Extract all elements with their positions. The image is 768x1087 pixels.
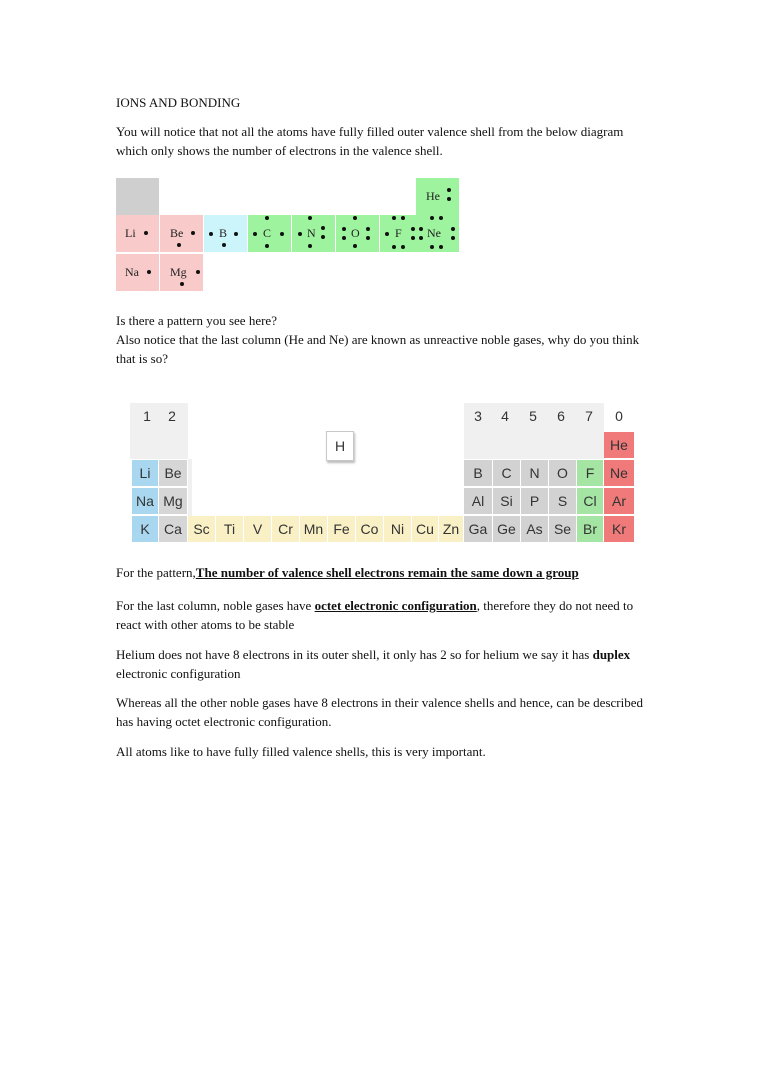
- lewis-cell-na: [116, 254, 159, 291]
- noble-gas-question: Also notice that the last column (He and Ne) are known as unreactive noble gases, why do you think that is so?: [116, 332, 640, 366]
- electron-dot: [401, 245, 405, 249]
- element-se: Se: [549, 516, 576, 542]
- element-symbol: C: [263, 226, 272, 240]
- element-symbol: Ne: [427, 226, 441, 240]
- electron-dot: [342, 227, 346, 231]
- element-symbol: B: [219, 226, 228, 240]
- element-symbol: He: [426, 189, 440, 203]
- element-ge: Ge: [493, 516, 520, 542]
- electron-dot: [177, 243, 181, 247]
- electron-dot: [411, 227, 415, 231]
- electron-dot: [308, 216, 312, 220]
- pattern-question-line: Is there a pattern you see here?: [116, 313, 277, 328]
- lewis-cell-b: [204, 215, 247, 252]
- element-ga: Ga: [464, 516, 492, 542]
- group-number: 1: [143, 408, 151, 424]
- electron-dot: [430, 216, 434, 220]
- electron-dot: [353, 216, 357, 220]
- electron-dot: [147, 270, 151, 274]
- periodic-table: [130, 403, 638, 546]
- element-mn: Mn: [300, 516, 327, 542]
- pattern-question: [116, 311, 646, 368]
- element-li: Li: [132, 460, 158, 486]
- element-b: B: [464, 460, 492, 486]
- electron-dot: [447, 197, 451, 201]
- helium-highlight: duplex: [592, 647, 631, 662]
- electron-dot: [321, 226, 325, 230]
- pattern-answer-prefix: For the pattern,: [116, 565, 196, 580]
- element-na: Na: [132, 488, 158, 514]
- lewis-cell-mg: [160, 254, 203, 291]
- element-cu: Cu: [412, 516, 438, 542]
- valence-electron-diagram: [116, 178, 462, 294]
- helium-paragraph: [116, 645, 646, 683]
- closing-paragraph: All atoms like to have fully filled valence shells, this is very important.: [116, 744, 486, 759]
- helium-text: Helium does not have 8 electrons in its outer shell, it only has 2 so for helium we say it has: [116, 647, 593, 662]
- electron-dot: [180, 282, 184, 286]
- pattern-answer-highlight: The number of valence shell electrons remain the same down a group: [195, 565, 579, 580]
- group-number: 4: [501, 408, 509, 424]
- electron-dot: [253, 232, 257, 236]
- electron-dot: [385, 232, 389, 236]
- electron-dot: [234, 232, 238, 236]
- element-al: Al: [464, 488, 492, 514]
- element-si: Si: [493, 488, 520, 514]
- electron-dot: [392, 216, 396, 220]
- lewis-cell-o: [336, 215, 379, 252]
- group-number: 3: [474, 408, 482, 424]
- element-he: He: [604, 432, 634, 458]
- electron-dot: [321, 235, 325, 239]
- element-ar: Ar: [604, 488, 634, 514]
- helium-suffix: electronic configuration: [116, 666, 241, 681]
- element-symbol: Li: [125, 226, 136, 240]
- element-symbol: N: [307, 226, 316, 240]
- element-cl: Cl: [577, 488, 603, 514]
- electron-dot: [419, 227, 423, 231]
- element-symbol: F: [395, 226, 402, 240]
- electron-dot: [439, 245, 443, 249]
- element-symbol: O: [351, 226, 360, 240]
- electron-dot: [342, 236, 346, 240]
- electron-dot: [439, 216, 443, 220]
- noble-gas-paragraph: [116, 596, 646, 634]
- element-k: K: [132, 516, 158, 542]
- element-ne: Ne: [604, 460, 634, 486]
- element-ni: Ni: [384, 516, 411, 542]
- noble-highlight: octet electronic configuration: [314, 598, 477, 613]
- electron-dot: [280, 232, 284, 236]
- lewis-cell-ne: [416, 215, 459, 252]
- element-p: P: [521, 488, 548, 514]
- element-be: Be: [159, 460, 187, 486]
- element-n: N: [521, 460, 548, 486]
- element-symbol: Mg: [170, 265, 187, 279]
- electron-dot: [265, 216, 269, 220]
- element-br: Br: [577, 516, 603, 542]
- element-as: As: [521, 516, 548, 542]
- electron-dot: [447, 188, 451, 192]
- group-number: 7: [585, 408, 593, 424]
- table-blank: [188, 459, 192, 519]
- lewis-cell-li: [116, 215, 159, 252]
- element-f: F: [577, 460, 603, 486]
- element-kr: Kr: [604, 516, 634, 542]
- electron-dot: [191, 231, 195, 235]
- electron-dot: [265, 244, 269, 248]
- noble-prefix: For the last column, noble gases have: [116, 598, 315, 613]
- group-number: 2: [168, 408, 176, 424]
- element-symbol: Be: [170, 226, 184, 240]
- element-h: H: [326, 431, 354, 461]
- electron-dot: [298, 232, 302, 236]
- noble-suffix: , therefore they do not need to react with other atoms to be stable: [116, 598, 634, 632]
- lewis-cell-he: [416, 178, 459, 215]
- element-symbol: Na: [125, 265, 139, 279]
- blank-cell: [116, 178, 159, 215]
- element-co: Co: [356, 516, 383, 542]
- element-zn: Zn: [439, 516, 463, 542]
- electron-dot: [411, 236, 415, 240]
- element-sc: Sc: [188, 516, 215, 542]
- intro-paragraph: You will notice that not all the atoms have fully filled outer valence shell from the below diagram which only shows the number of electrons in the valence shell.: [116, 124, 624, 158]
- group-number: 0: [615, 408, 623, 424]
- pattern-answer: [116, 563, 676, 582]
- element-fe: Fe: [328, 516, 355, 542]
- electron-dot: [196, 270, 200, 274]
- electron-dot: [451, 236, 455, 240]
- electron-dot: [392, 245, 396, 249]
- other-noble-gases-paragraph: Whereas all the other noble gases have 8 electrons in their valence shells and hence, can be described has having octet electronic configuration.: [116, 695, 643, 729]
- electron-dot: [144, 231, 148, 235]
- electron-dot: [308, 244, 312, 248]
- element-ti: Ti: [216, 516, 243, 542]
- lewis-cell-c: [248, 215, 291, 252]
- electron-dot: [366, 236, 370, 240]
- group-number: 6: [557, 408, 565, 424]
- element-cr: Cr: [272, 516, 299, 542]
- element-mg: Mg: [159, 488, 187, 514]
- element-o: O: [549, 460, 576, 486]
- element-ca: Ca: [159, 516, 187, 542]
- electron-dot: [401, 216, 405, 220]
- element-c: C: [493, 460, 520, 486]
- lewis-cell-be: [160, 215, 203, 252]
- lewis-cell-n: [292, 215, 335, 252]
- electron-dot: [430, 245, 434, 249]
- element-s: S: [549, 488, 576, 514]
- group-number: 5: [529, 408, 537, 424]
- element-v: V: [244, 516, 271, 542]
- electron-dot: [353, 244, 357, 248]
- electron-dot: [366, 227, 370, 231]
- electron-dot: [222, 243, 226, 247]
- electron-dot: [209, 232, 213, 236]
- electron-dot: [419, 236, 423, 240]
- electron-dot: [451, 227, 455, 231]
- page-title: IONS AND BONDING: [116, 95, 241, 110]
